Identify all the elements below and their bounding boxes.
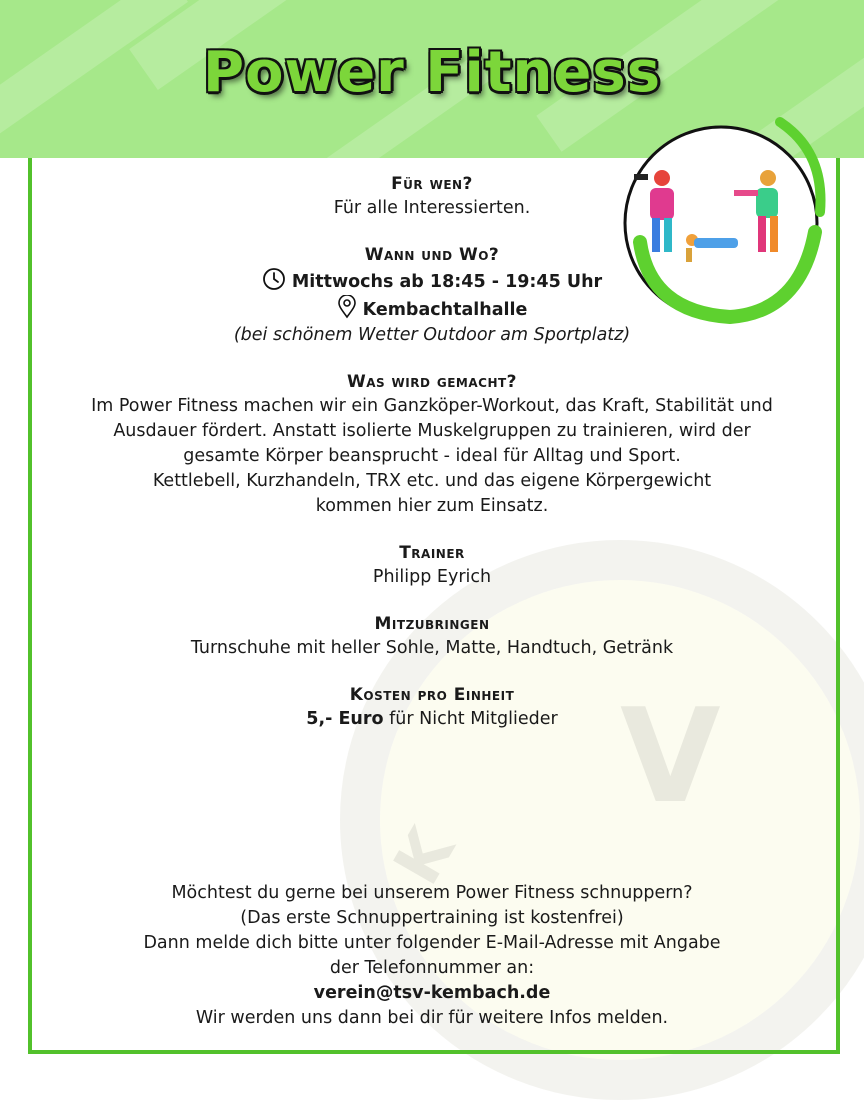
description-line: gesamte Körper beansprucht - ideal für Alltag und Sport. [183,446,681,466]
heading-trainer: Trainer [399,543,465,563]
heading-fuer-wen: Für wen? [391,174,473,194]
time-text: Mittwochs ab 18:45 - 19:45 Uhr [291,272,603,292]
description-line: Kettlebell, Kurzhandeln, TRX etc. und das eigene Körpergewicht [152,471,712,491]
kosten-line [40,707,824,732]
place-text: Kembachtalhalle [362,300,528,320]
page-title: Power Fitness [202,40,662,105]
description-line: Ausdauer fördert. Anstatt isolierte Muskelgruppen zu trainieren, wird der [113,421,751,441]
watermark-letter-v: V [620,680,721,832]
watermark-letter-k: K [380,817,470,897]
weather-note: (bei schönem Wetter Outdoor am Sportplatz) [233,325,631,345]
location-pin-icon [337,295,357,319]
mitzubringen-text: Turnschuhe mit heller Sohle, Matte, Handtuch, Getränk [190,638,674,658]
heading-wann-wo: Wann und Wo? [364,245,500,265]
footer-line: Wir werden uns dann bei dir für weitere Infos melden. [195,1008,669,1028]
footer-content [40,881,824,1031]
price-value: 5,- Euro [306,709,384,729]
title-container [0,40,864,105]
heading-kosten: Kosten pro Einheit [349,685,515,705]
heading-was: Was wird gemacht? [346,372,518,392]
main-content [40,172,824,732]
price-suffix: für Nicht Mitglieder [383,709,558,729]
footer-line: Möchtest du gerne bei unserem Power Fitness schnuppern? [171,883,693,903]
clock-icon [262,267,286,291]
footer-line: (Das erste Schnuppertraining ist kostenfrei) [240,908,624,928]
text-fuer-wen: Für alle Interessierten. [333,198,531,218]
time-line [40,267,824,295]
footer-line: Dann melde dich bitte unter folgender E-Mail-Adresse mit Angabe [143,933,721,953]
email-link[interactable]: verein@tsv-kembach.de [313,983,551,1003]
footer-line: der Telefonnummer an: [329,958,535,978]
description-line: Im Power Fitness machen wir ein Ganzköper-Workout, das Kraft, Stabilität und [91,396,773,416]
place-line [40,295,824,323]
heading-mitzubringen: Mitzubringen [374,614,490,634]
description-line: kommen hier zum Einsatz. [315,496,549,516]
trainer-name: Philipp Eyrich [372,567,492,587]
